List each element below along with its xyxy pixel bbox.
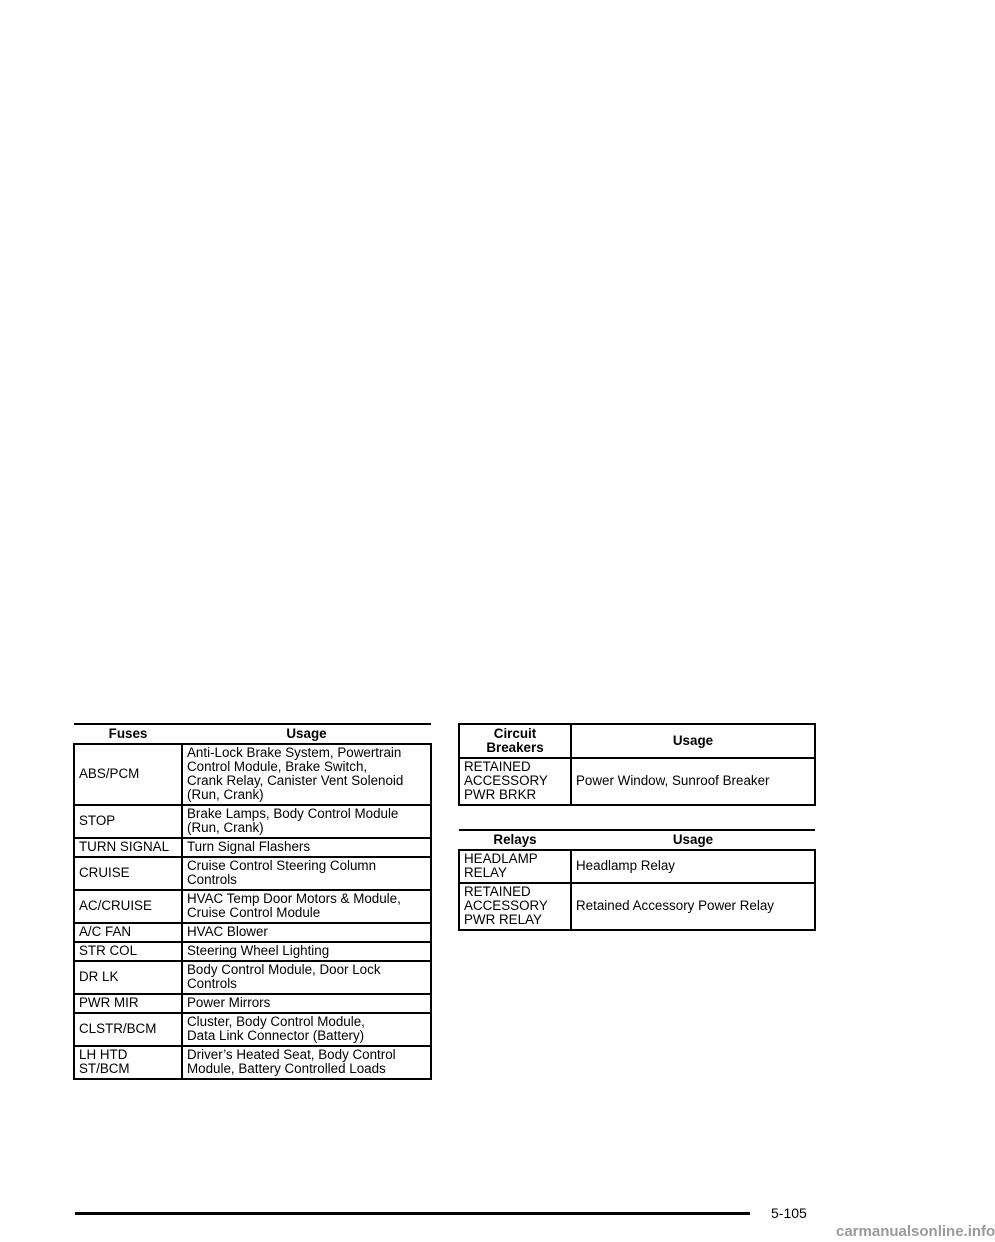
fuse-usage: Power Mirrors: [182, 994, 431, 1013]
relay-name: HEADLAMP RELAY: [459, 850, 571, 883]
watermark-text: carmanualsonline.info: [836, 1223, 995, 1240]
table-header-row: [74, 724, 431, 744]
table-row: [74, 994, 431, 1013]
footer-rule: [75, 1212, 750, 1215]
table-row: [74, 805, 431, 838]
circuit-breakers-table: [458, 723, 816, 806]
fuse-name: TURN SIGNAL: [74, 838, 182, 857]
breaker-name: RETAINED ACCESSORY PWR BRKR: [459, 758, 571, 805]
fuse-name: AC/CRUISE: [74, 890, 182, 923]
table-row: [74, 838, 431, 857]
relay-usage: Retained Accessory Power Relay: [571, 883, 815, 930]
fuse-usage: Body Control Module, Door Lock Controls: [182, 961, 431, 994]
column-header: Usage: [182, 724, 431, 744]
table-row: [74, 744, 431, 805]
relays-table: [458, 829, 816, 931]
table-row: [74, 1046, 431, 1079]
table-row: [459, 850, 815, 883]
relay-usage: Headlamp Relay: [571, 850, 815, 883]
column-header: Usage: [571, 830, 815, 850]
fuse-usage: Steering Wheel Lighting: [182, 942, 431, 961]
table-row: [74, 890, 431, 923]
fuse-usage: Cruise Control Steering Column Controls: [182, 857, 431, 890]
fuses-table: [73, 723, 432, 1080]
fuse-name: ABS/PCM: [74, 744, 182, 805]
fuse-name: A/C FAN: [74, 923, 182, 942]
fuse-name: CLSTR/BCM: [74, 1013, 182, 1046]
fuse-usage: Driver’s Heated Seat, Body Control Module, Battery Controlled Loads: [182, 1046, 431, 1079]
fuse-name: PWR MIR: [74, 994, 182, 1013]
table-row: [74, 961, 431, 994]
column-header: Usage: [571, 724, 815, 758]
table-row: [74, 1013, 431, 1046]
column-header: Circuit Breakers: [459, 724, 571, 758]
fuse-usage: Turn Signal Flashers: [182, 838, 431, 857]
fuse-usage: HVAC Temp Door Motors & Module, Cruise Control Module: [182, 890, 431, 923]
column-header: Fuses: [74, 724, 182, 744]
column-header: Relays: [459, 830, 571, 850]
relay-name: RETAINED ACCESSORY PWR RELAY: [459, 883, 571, 930]
table-row: [74, 857, 431, 890]
fuse-name: LH HTD ST/BCM: [74, 1046, 182, 1079]
page-number: 5-105: [771, 1205, 807, 1221]
fuse-usage: Anti-Lock Brake System, Powertrain Control Module, Brake Switch, Crank Relay, Canister Vent Solenoid (Run, Crank): [182, 744, 431, 805]
fuse-usage: Brake Lamps, Body Control Module (Run, Crank): [182, 805, 431, 838]
fuse-usage: HVAC Blower: [182, 923, 431, 942]
table-row: [74, 923, 431, 942]
breaker-usage: Power Window, Sunroof Breaker: [571, 758, 815, 805]
table-header-row: [459, 830, 815, 850]
table-row: [459, 883, 815, 930]
fuse-name: STOP: [74, 805, 182, 838]
fuse-name: DR LK: [74, 961, 182, 994]
fuse-usage: Cluster, Body Control Module, Data Link Connector (Battery): [182, 1013, 431, 1046]
table-row: [74, 942, 431, 961]
fuse-name: CRUISE: [74, 857, 182, 890]
table-row: [459, 758, 815, 805]
fuse-name: STR COL: [74, 942, 182, 961]
table-header-row: [459, 724, 815, 758]
